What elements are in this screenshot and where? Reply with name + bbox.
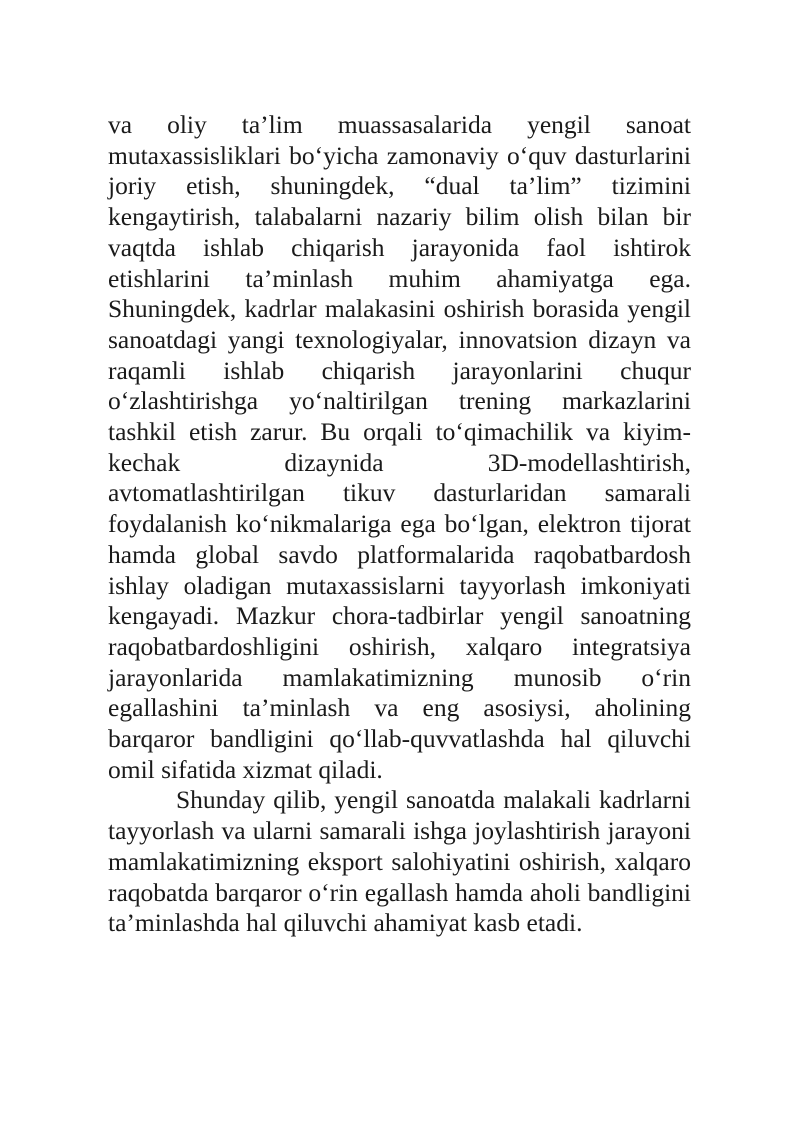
paragraph-conclusion: Shunday qilib, yengil sanoatda malakali kadrlarni tayyorlash va ularni samarali ishga joylashtirish jarayoni mamlakatimizning eksport salohiyatini oshirish, xalqaro raqobatda barqaror o‘rin egallash hamda aholi bandligini ta’minlashda hal qiluvchi ahamiyat kasb etadi. <box>108 785 691 938</box>
body-text <box>108 110 691 939</box>
paragraph-continued: va oliy ta’lim muassasalarida yengil sanoat mutaxassisliklari bo‘yicha zamonaviy o‘quv dasturlarini joriy etish, shuningdek, “dual ta’lim” tizimini kengaytirish, talabalarni nazariy bilim olish bilan bir vaqtda ishlab chiqarish jarayonida faol ishtirok etishlarini ta’minlash muhim ahamiyatga ega. Shuningdek, kadrlar malakasini oshirish borasida yengil sanoatdagi yangi texnologiyalar, innovatsion dizayn va raqamli ishlab chiqarish jarayonlarini chuqur o‘zlashtirishga yo‘naltirilgan trening markazlarini tashkil etish zarur. Bu orqali to‘qimachilik va kiyim-kechak dizaynida 3D-modellashtirish, avtomatlashtirilgan tikuv dasturlaridan samarali foydalanish ko‘nikmalariga ega bo‘lgan, elektron tijorat hamda global savdo platformalarida raqobatbardosh ishlay oladigan mutaxassislarni tayyorlash imkoniyati kengayadi. Mazkur chora-tadbirlar yengil sanoatning raqobatbardoshligini oshirish, xalqaro integratsiya jarayonlarida mamlakatimizning munosib o‘rin egallashini ta’minlash va eng asosiysi, aholining barqaror bandligini qo‘llab-quvvatlashda hal qiluvchi omil sifatida xizmat qiladi. <box>108 110 691 784</box>
